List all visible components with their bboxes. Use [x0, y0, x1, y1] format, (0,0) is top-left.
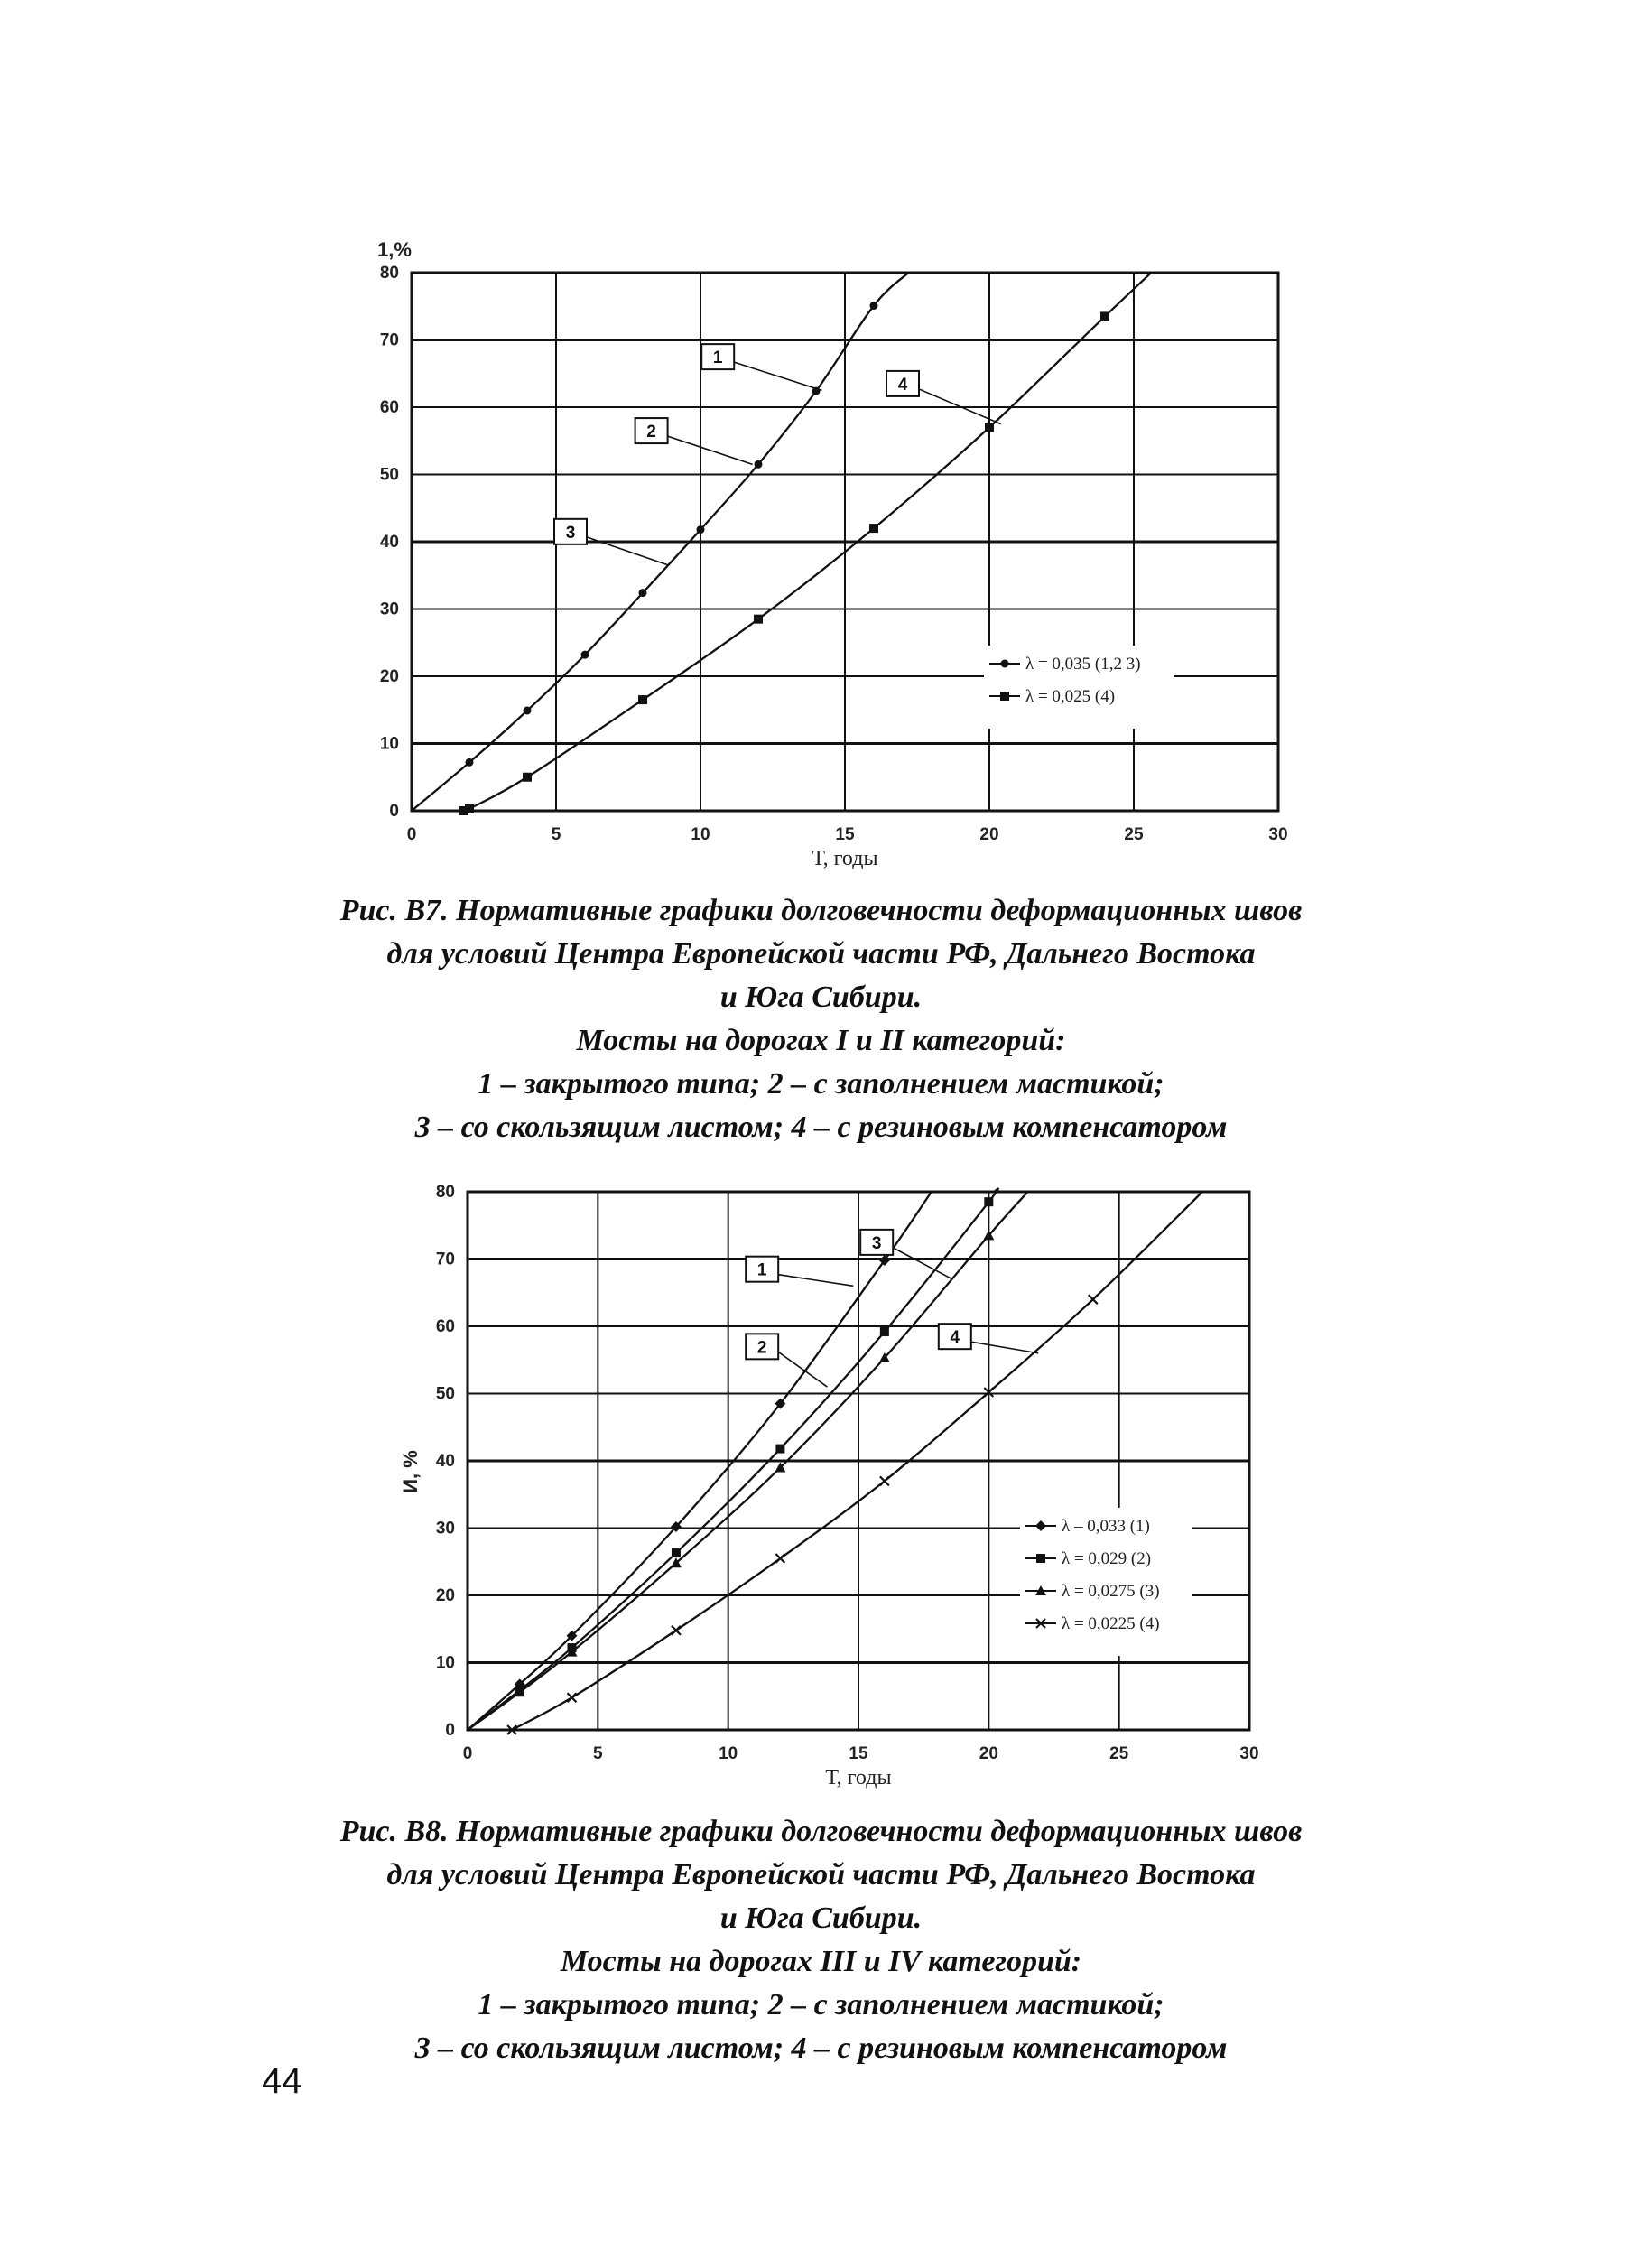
b8-ylabel: И, % [399, 1450, 422, 1493]
b7-grid [412, 273, 1278, 811]
b7-xtick-label: 0 [406, 825, 417, 844]
b8-series-4-point [567, 1693, 576, 1702]
b8-xtick-label: 20 [979, 1744, 998, 1763]
b7-ytick-label: 80 [379, 264, 399, 283]
b8-series-2-point [775, 1445, 784, 1454]
b7-series-2-point [754, 615, 763, 624]
b8-legend-marker-2 [1036, 1554, 1045, 1563]
b7-ytick-label: 20 [379, 667, 399, 686]
b7-series-1-point [755, 460, 763, 469]
caption-b8-line-3: и Юга Сибири. [719, 1901, 923, 1935]
caption-b8 [181, 1810, 1461, 2070]
b7-ytick-label: 10 [379, 734, 399, 754]
b7-legend-label-1: λ = 0,035 (1,2 3) [1025, 655, 1141, 674]
b8-xtick-label: 25 [1109, 1744, 1129, 1763]
caption-b8-line-5: 1 – закрытого типа; 2 – с заполнением мастикой; [478, 1988, 1164, 2022]
b8-callout-label-1: 1 [756, 1260, 767, 1280]
b7-series-2-point [638, 695, 647, 704]
b7-ytick-label: 60 [379, 398, 399, 417]
b8-callout-label-2: 2 [756, 1338, 767, 1358]
caption-b7-line-6: 3 – со скользящим листом; 4 – с резиновым компенсатором [414, 1111, 1228, 1144]
b7-series-1-point [870, 302, 878, 310]
b7-xtick-label: 10 [691, 825, 710, 844]
caption-b7-line-4: Мосты на дорогах I и II категорий: [576, 1024, 1066, 1057]
b7-series-2-point [465, 804, 474, 813]
b7-callout-label-3: 3 [565, 523, 576, 543]
b7-xtick-label: 25 [1124, 825, 1144, 844]
b8-ytick-label: 50 [435, 1384, 455, 1404]
b7-legend-marker-1 [1001, 660, 1009, 668]
b7-callout-label-1: 1 [712, 349, 723, 368]
b8-legend-label-4: λ = 0,0225 (4) [1062, 1614, 1160, 1633]
b7-callout-label-4: 4 [897, 375, 908, 395]
b8-callout-line-2 [778, 1352, 827, 1387]
b7-series-1-point [524, 706, 532, 714]
b8-series-2-point [672, 1548, 681, 1557]
b7-ytick-label: 0 [389, 802, 399, 821]
b7-ylabel: 1,% [377, 238, 412, 261]
b8-legend-label-2: λ = 0,029 (2) [1062, 1549, 1152, 1568]
b7-series-1-point [581, 651, 589, 659]
b8-ytick-label: 80 [435, 1183, 455, 1202]
caption-b8-line-6: 3 – со скользящим листом; 4 – с резиновым компенсатором [414, 2031, 1228, 2065]
b8-callout-label-4: 4 [950, 1328, 960, 1348]
caption-b8-line-1: Рис. В8. Нормативные графики долговечности деформационных швов [339, 1815, 1303, 1848]
b8-series-4-point [1089, 1295, 1098, 1304]
b7-xlabel: Т, годы [812, 847, 878, 870]
b8-series-2-point [880, 1327, 889, 1336]
b8-xtick-label: 10 [719, 1744, 738, 1763]
b8-callout-label-3: 3 [871, 1233, 882, 1253]
b8-ytick-label: 20 [435, 1586, 455, 1605]
b7-legend-marker-2 [1000, 692, 1009, 701]
b8-xtick-label: 15 [849, 1744, 868, 1763]
caption-b7 [181, 889, 1461, 1149]
b8-xtick-label: 30 [1239, 1744, 1259, 1763]
b7-xtick-label: 30 [1268, 825, 1288, 844]
chart-b7-svg [343, 226, 1318, 876]
b7-ytick-label: 30 [379, 600, 399, 619]
chart-b8-svg [397, 1174, 1300, 1806]
b7-ytick-label: 70 [379, 330, 399, 350]
page-number: 44 [262, 2061, 302, 2101]
caption-b8-line-2: для условий Центра Европейской части РФ, Дальнего Востока [386, 1858, 1256, 1892]
b7-callout-label-2: 2 [646, 423, 656, 442]
b7-legend-label-2: λ = 0,025 (4) [1025, 687, 1116, 706]
b8-legend-label-3: λ = 0,0275 (3) [1062, 1582, 1160, 1601]
b8-callout-line-4 [971, 1342, 1038, 1353]
b7-ytick-label: 50 [379, 465, 399, 485]
b7-series-2-point [869, 524, 878, 533]
b8-series-2-point [984, 1197, 993, 1206]
b8-ytick-label: 40 [435, 1452, 455, 1471]
b8-ytick-label: 0 [445, 1721, 455, 1740]
b7-ytick-label: 40 [379, 533, 399, 552]
b8-series-4-point [672, 1626, 681, 1635]
b8-series-4-point [775, 1554, 784, 1563]
b8-callout-line-3 [893, 1248, 952, 1279]
b8-legend-label-1: λ – 0,033 (1) [1062, 1517, 1150, 1536]
b7-callout-line-1 [734, 362, 821, 390]
b7-xtick-label: 15 [835, 825, 855, 844]
caption-b7-line-3: и Юга Сибири. [719, 981, 923, 1014]
b8-ytick-label: 10 [435, 1653, 455, 1673]
b8-xlabel: Т, годы [825, 1766, 892, 1789]
b7-xtick-label: 20 [979, 825, 999, 844]
b8-series-4-point [880, 1476, 889, 1485]
b7-series-2-point [985, 423, 994, 432]
b8-xtick-label: 0 [462, 1744, 473, 1763]
caption-b8-line-4: Мосты на дорогах III и IV категорий: [560, 1945, 1082, 1978]
b8-ytick-label: 60 [435, 1317, 455, 1336]
b8-ytick-label: 30 [435, 1519, 455, 1538]
b7-xtick-label: 5 [551, 825, 561, 844]
b7-series-2-point [523, 773, 532, 782]
b8-series-2-line [468, 1188, 998, 1730]
b7-series-1-point [697, 525, 705, 534]
b8-callout-line-1 [778, 1275, 853, 1287]
caption-b7-line-2: для условий Центра Европейской части РФ, Дальнего Востока [386, 937, 1256, 971]
chart-b8 [397, 1174, 1300, 1806]
b8-xtick-label: 5 [593, 1744, 603, 1763]
b7-callout-line-2 [668, 436, 753, 464]
b7-series-1-point [466, 758, 474, 767]
b7-series-2-point [1100, 311, 1109, 321]
b8-ytick-label: 70 [435, 1250, 455, 1269]
caption-b7-line-5: 1 – закрытого типа; 2 – с заполнением мастикой; [478, 1067, 1164, 1101]
b7-series-1-point [639, 589, 647, 597]
caption-b7-line-1: Рис. В7. Нормативные графики долговечности деформационных швов [339, 894, 1303, 927]
chart-b7 [343, 226, 1318, 876]
